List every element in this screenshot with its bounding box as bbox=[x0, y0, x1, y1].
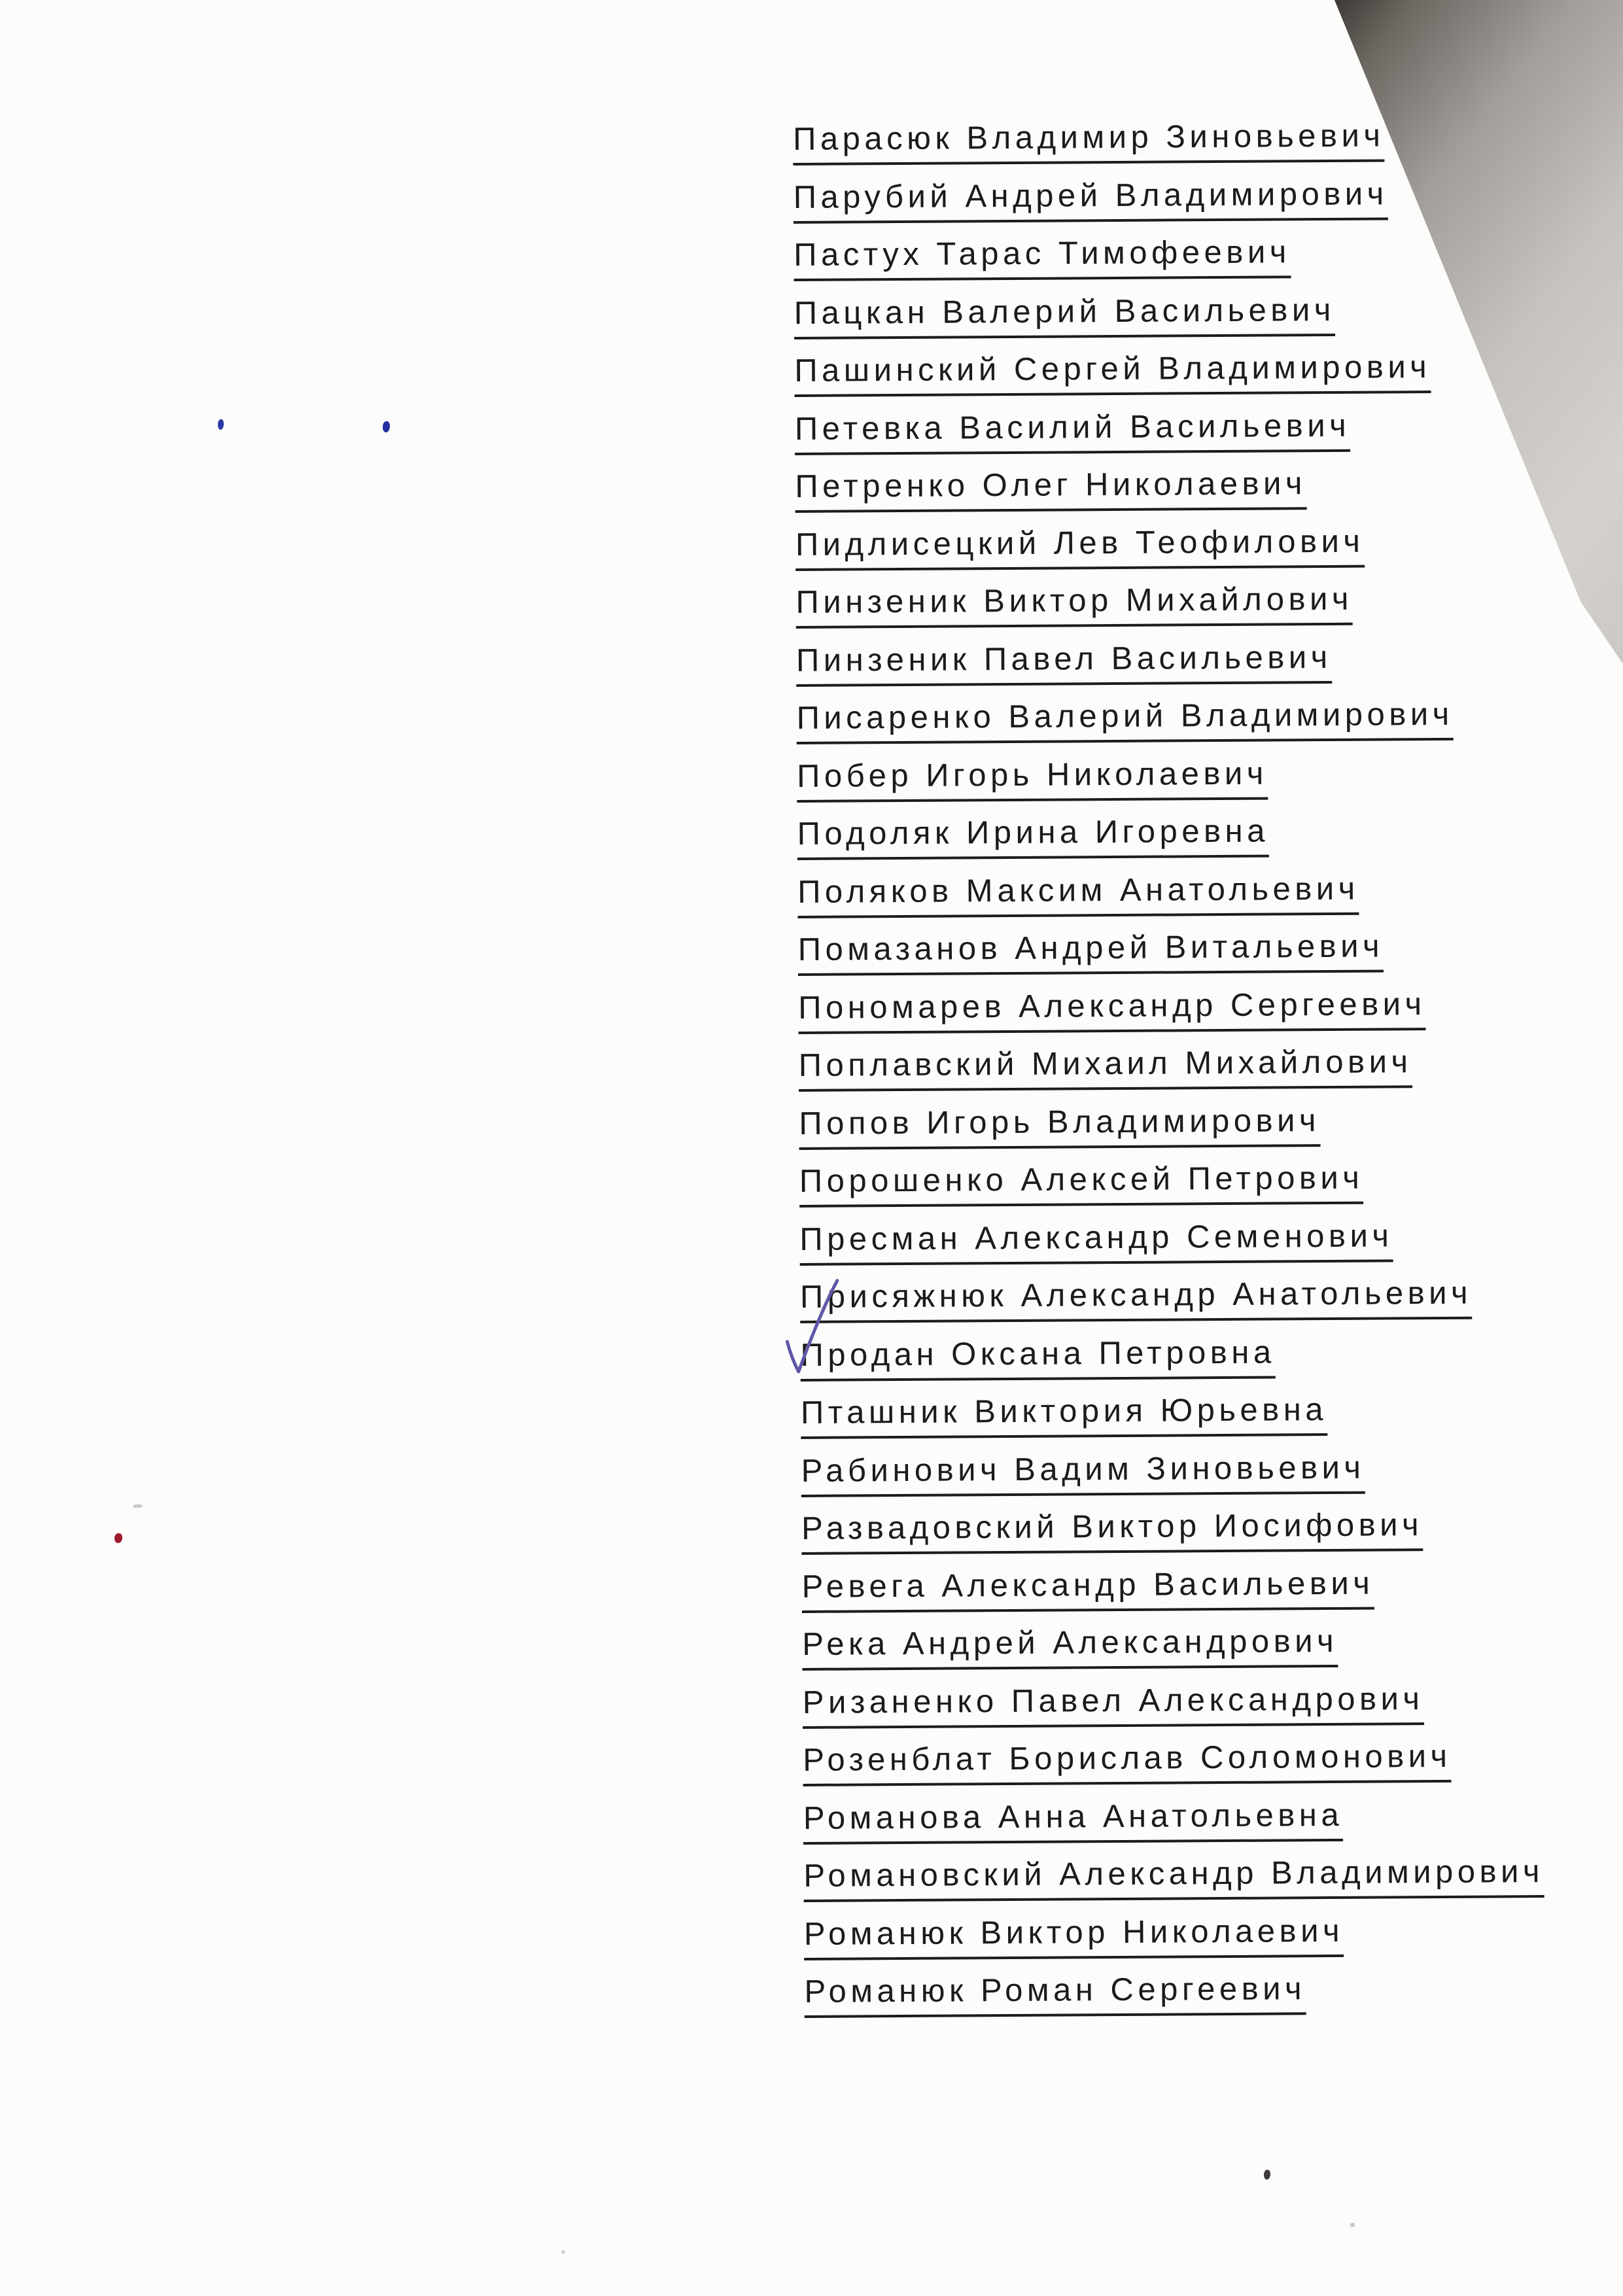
person-name: Пидлисецкий Лев Теофилович bbox=[795, 521, 1365, 570]
ink-speck bbox=[1264, 2170, 1270, 2180]
list-item bbox=[803, 1851, 1544, 1913]
list-item bbox=[800, 1331, 1541, 1393]
person-name: Присяжнюк Александр Анатольевич bbox=[800, 1273, 1473, 1323]
ink-speck bbox=[1350, 2223, 1355, 2227]
person-name: Парубий Андрей Владимирович bbox=[794, 173, 1388, 224]
list-item bbox=[794, 230, 1534, 292]
ink-speck bbox=[383, 421, 390, 432]
list-item bbox=[804, 1909, 1544, 1972]
ink-speck bbox=[114, 1533, 122, 1543]
person-name: Петренко Олег Николаевич bbox=[795, 463, 1306, 513]
list-item bbox=[799, 1099, 1539, 1161]
person-name: Продан Оксана Петровна bbox=[800, 1332, 1275, 1381]
person-name: Пашинский Сергей Владимирович bbox=[794, 347, 1431, 397]
list-item bbox=[795, 404, 1535, 466]
person-name: Помазанов Андрей Витальевич bbox=[798, 926, 1384, 976]
person-name: Пташник Виктория Юрьевна bbox=[801, 1389, 1327, 1439]
list-item bbox=[794, 346, 1535, 408]
list-item bbox=[804, 1967, 1544, 2029]
person-name: Розенблат Борислав Соломонович bbox=[803, 1736, 1452, 1786]
person-name: Поплавский Михаил Михайлович bbox=[799, 1041, 1412, 1092]
person-name: Писаренко Валерий Владимирович bbox=[796, 694, 1454, 744]
person-name: Ревега Александр Васильевич bbox=[802, 1563, 1374, 1612]
person-name: Романюк Роман Сергеевич bbox=[804, 1968, 1306, 2018]
list-item bbox=[796, 636, 1537, 698]
list-item bbox=[796, 693, 1537, 756]
checkmark-icon bbox=[784, 1277, 841, 1387]
ink-speck bbox=[561, 2250, 565, 2254]
list-item bbox=[803, 1735, 1543, 1798]
ink-speck bbox=[133, 1505, 143, 1508]
person-name: Романова Анна Анатольевна bbox=[803, 1794, 1344, 1844]
person-name: Пинзеник Павел Васильевич bbox=[796, 636, 1332, 686]
list-item bbox=[795, 578, 1536, 640]
person-name: Петевка Василий Васильевич bbox=[795, 405, 1351, 455]
person-name: Развадовский Виктор Иосифович bbox=[801, 1505, 1423, 1555]
ink-speck bbox=[218, 419, 224, 430]
list-item bbox=[798, 983, 1539, 1045]
list-item bbox=[799, 1215, 1540, 1277]
person-name: Парасюк Владимир Зиновьевич bbox=[793, 115, 1385, 165]
list-item bbox=[803, 1794, 1544, 1856]
list-item bbox=[797, 809, 1537, 871]
person-name: Пресман Александр Семенович bbox=[799, 1215, 1393, 1266]
list-item bbox=[793, 114, 1533, 177]
list-item bbox=[794, 173, 1534, 235]
person-name: Ризаненко Павел Александрович bbox=[803, 1679, 1424, 1729]
person-name: Романовский Александр Владимирович bbox=[803, 1851, 1544, 1902]
list-item bbox=[801, 1388, 1541, 1450]
list-item bbox=[802, 1562, 1543, 1624]
names-list bbox=[793, 114, 1544, 2029]
list-item bbox=[803, 1678, 1543, 1740]
person-name: Река Андрей Александрович bbox=[802, 1621, 1338, 1671]
list-item bbox=[795, 462, 1535, 524]
person-name: Порошенко Алексей Петрович bbox=[799, 1158, 1364, 1208]
person-name: Подоляк Ирина Игоревна bbox=[797, 811, 1269, 860]
list-item bbox=[798, 925, 1539, 987]
person-name: Попов Игорь Владимирович bbox=[799, 1100, 1320, 1150]
person-name: Пастух Тарас Тимофеевич bbox=[794, 232, 1291, 281]
person-name: Пинзеник Виктор Михайлович bbox=[795, 579, 1353, 629]
list-item bbox=[799, 1041, 1539, 1103]
list-item bbox=[797, 867, 1538, 930]
list-item bbox=[799, 1157, 1540, 1219]
person-name: Пацкан Валерий Васильевич bbox=[794, 289, 1335, 339]
person-name: Рабинович Вадим Зиновьевич bbox=[801, 1447, 1365, 1497]
list-item bbox=[802, 1620, 1543, 1682]
person-name: Побер Игорь Николаевич bbox=[797, 753, 1268, 802]
list-item bbox=[801, 1446, 1541, 1508]
list-item bbox=[794, 288, 1535, 351]
person-name: Романюк Виктор Николаевич bbox=[804, 1910, 1344, 1960]
person-name: Пономарев Александр Сергеевич bbox=[798, 984, 1426, 1034]
list-item bbox=[795, 520, 1536, 582]
list-item bbox=[801, 1504, 1542, 1566]
list-item bbox=[797, 752, 1537, 814]
person-name: Поляков Максим Анатольевич bbox=[797, 868, 1359, 918]
list-item bbox=[800, 1272, 1541, 1334]
